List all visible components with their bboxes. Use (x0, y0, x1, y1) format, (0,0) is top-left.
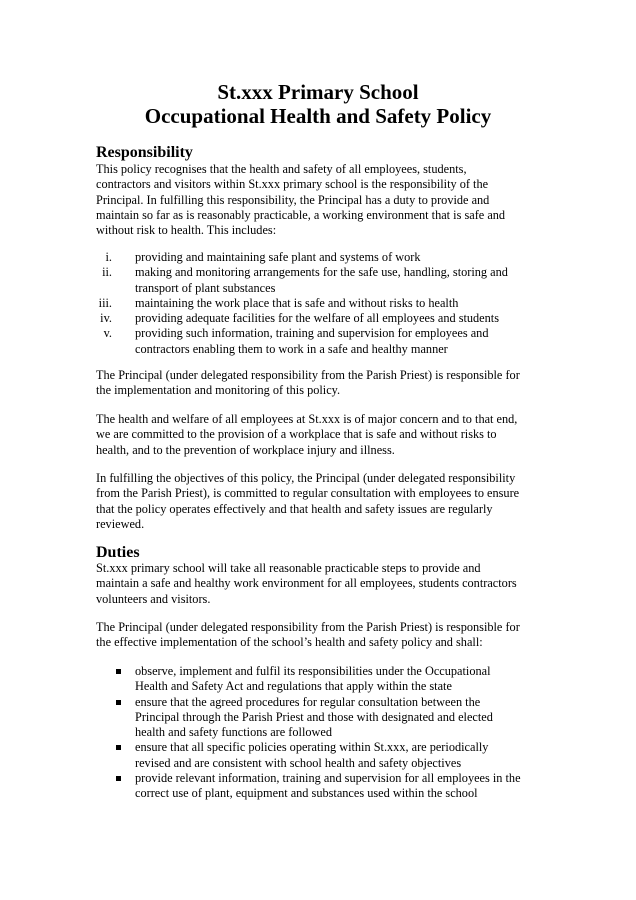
responsibility-paragraph (96, 412, 546, 458)
duties-paragraph (96, 620, 546, 651)
list-item-text: providing and maintaining safe plant and systems of work (135, 250, 421, 264)
list-item-text: providing adequate facilities for the welfare of all employees and students (135, 311, 499, 326)
text-line: that the policy operates effectively and that health and safety issues are regularly (96, 501, 493, 516)
duties-bullet-list (96, 664, 546, 802)
list-item (96, 664, 546, 695)
duties-heading: Duties (96, 544, 140, 561)
list-item-number: i. (105, 250, 112, 264)
text-line: reviewed. (96, 516, 145, 531)
text-line: This policy recognises that the health and safety of all employees, students, (96, 162, 467, 176)
text-line: contractors and visitors within St.xxx primary school is the responsibility of the (96, 177, 489, 192)
text-line: the implementation and monitoring of this policy. (96, 383, 341, 398)
list-item-text: providing such information, training and supervision for employees and (135, 326, 489, 341)
responsibility-numbered-list (96, 250, 546, 357)
duties-paragraph (96, 561, 546, 607)
responsibility-paragraph (96, 368, 546, 399)
text-line: The health and welfare of all employees at St.xxx is of major concern and to that end, (96, 412, 518, 426)
list-item-text: provide relevant information, training and supervision for all employees in the (135, 771, 521, 786)
list-item (96, 326, 546, 357)
text-line: health, and to the prevention of workplace injury and illness. (96, 442, 395, 457)
text-line: In fulfilling the objectives of this policy, the Principal (under delegated responsibility (96, 471, 516, 485)
list-item-text: ensure that all specific policies operating within St.xxx, are periodically (135, 740, 489, 755)
list-item (96, 771, 546, 802)
text-line: volunteers and visitors. (96, 591, 211, 606)
list-item-text: ensure that the agreed procedures for regular consultation between the (135, 694, 481, 709)
text-line: from the Parish Priest), is committed to regular consultation with employees to ensure (96, 486, 520, 501)
list-item-text: health and safety functions are followed (135, 725, 333, 740)
list-item-text: revised and are consistent with school health and safety objectives (135, 755, 462, 770)
policy-title: Occupational Health and Safety Policy (144, 104, 492, 128)
bullet-square-icon (116, 669, 121, 674)
text-line: maintain a safe and healthy work environment for all employees, students contractors (96, 576, 517, 591)
responsibility-heading: Responsibility (96, 144, 193, 161)
text-line: St.xxx primary school will take all reasonable practicable steps to provide and (96, 561, 481, 575)
list-item-text: contractors enabling them to work in a safe and healthy manner (135, 341, 448, 356)
list-item-text: maintaining the work place that is safe and without risks to health (135, 295, 459, 310)
bullet-square-icon (116, 700, 121, 705)
list-item (96, 740, 546, 771)
text-line: The Principal (under delegated responsibility from the Parish Priest) is responsible for (96, 620, 520, 634)
responsibility-intro (96, 162, 546, 238)
list-item-text: correct use of plant, equipment and substances used within the school (135, 786, 478, 801)
text-line: Principal. In fulfilling this responsibility, the Principal has a duty to provide and (96, 192, 490, 207)
bullet-square-icon (116, 745, 121, 750)
text-line: without risk to health. This includes: (96, 223, 277, 238)
list-item-text: making and monitoring arrangements for the safe use, handling, storing and (135, 265, 508, 280)
list-item (96, 265, 546, 296)
text-line: the effective implementation of the school’s health and safety policy and shall: (96, 635, 483, 650)
list-item (96, 250, 546, 265)
list-item-text: observe, implement and fulfil its responsibilities under the Occupational (135, 664, 491, 678)
text-line: The Principal (under delegated responsibility from the Parish Priest) is responsible for (96, 368, 520, 382)
list-item-text: Principal through the Parish Priest and those with designated and elected (135, 709, 493, 724)
list-item (96, 695, 546, 741)
school-name-title: St.xxx Primary School (217, 80, 419, 104)
list-item (96, 296, 546, 311)
list-item-number: v. (103, 326, 112, 341)
responsibility-paragraph (96, 471, 546, 532)
text-line: maintain so far as is reasonably practicable, a working environment that is safe and (96, 207, 506, 222)
list-item-number: iii. (98, 295, 112, 310)
text-line: we are committed to the provision of a workplace that is safe and without risks to (96, 427, 497, 442)
list-item-number: iv. (100, 311, 112, 326)
bullet-square-icon (116, 776, 121, 781)
list-item-number: ii. (102, 265, 112, 280)
list-item (96, 311, 546, 326)
list-item-text: transport of plant substances (135, 280, 276, 295)
list-item-text: Health and Safety Act and regulations that apply within the state (135, 679, 452, 694)
